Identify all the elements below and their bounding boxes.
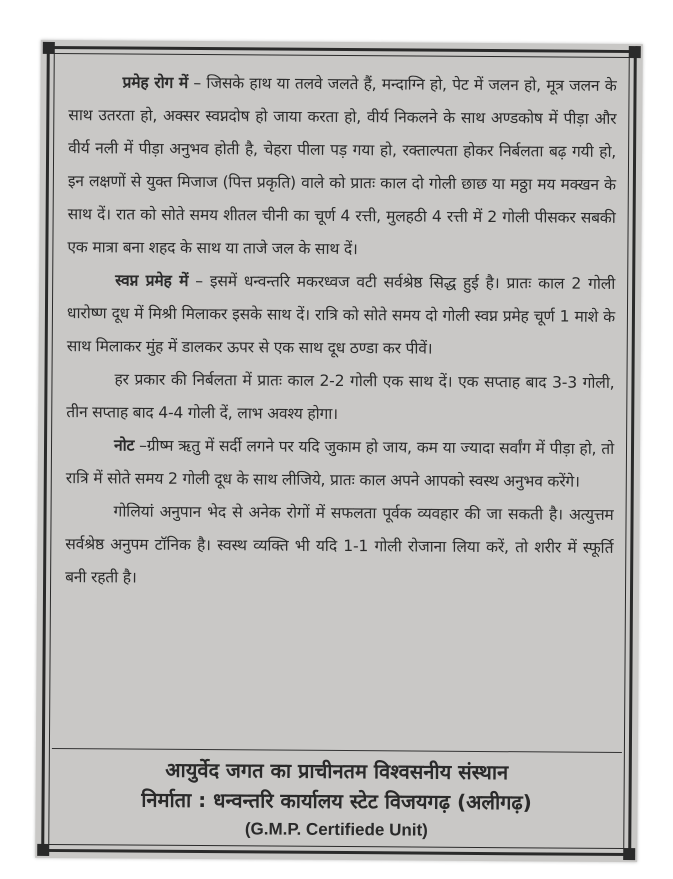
paragraph-lead: नोट xyxy=(113,436,135,455)
instructions-text xyxy=(65,66,617,598)
paragraph-body: – इसमें धन्वन्तरि मकरध्वज वटी सर्वश्रेष्ठ सिद्ध हुई है। प्रातः काल 2 गोली धारोष्ण दूध में मिश्री मिलाकर इसके साथ दें। रात्रि को सोते समय दो गोली स्वप्न प्रमेह चूर्ण 1 माशे के साथ मिलाकर मुंह में डालकर ऊपर से एक साथ दूध ठण्डा कर पीवें। xyxy=(66,271,616,358)
paragraph-lead: प्रमेह रोग में xyxy=(122,73,189,92)
paragraph-body: – जिसके हाथ या तलवे जलते हैं, मन्दाग्नि हो, पेट में जलन हो, मूत्र जलन के साथ उतरता हो, अक्सर स्वप्नदोष हो जाया करता हो, वीर्य निकलने के साथ अण्डकोष में पीड़ा और वीर्य नली में पीड़ा अनुभव होती है, चेहरा पीला पड़ गया हो, रक्ताल्पता होकर निर्बलता बढ़ गयी हो, इन लक्षणों से युक्त मिजाज (पित्त प्रकृति) वाले को प्रातः काल दो गोली छाछ या मठ्ठा मय मक्खन के साथ दें। रात को सोते समय शीतल चीनी का चूर्ण 4 रत्ती, मुलहठी 4 रत्ती में 2 गोली पीसकर सबकी एक मात्रा बना शहद के साथ या ताजे जल के साथ दें। xyxy=(67,73,617,259)
paragraph-weakness xyxy=(66,363,614,433)
corner-ornament xyxy=(37,844,49,856)
corner-ornament xyxy=(629,46,641,58)
manufacturer-footer xyxy=(51,752,622,846)
corner-ornament xyxy=(43,42,55,54)
paragraph-prameh xyxy=(67,66,616,268)
paragraph-body: –ग्रीष्म ऋतु में सर्दी लगने पर यदि जुकाम हो जाय, कम या ज्यादा सर्वांग में पीड़ा हो, तो रात्रि में सोते समय 2 गोली दूध के साथ लीजिये, प्रातः काल अपने आपको स्वस्थ अनुभव करेंगे। xyxy=(65,436,615,491)
paragraph-swapna-prameh xyxy=(67,264,616,367)
paragraph-lead: स्वप्न प्रमेह में xyxy=(115,271,189,290)
paragraph-body: गोलियां अनुपान भेद से अनेक रोगों में सफलता पूर्वक व्यवहार की जा सकती है। अत्युत्तम सर्वश्रेष्ठ अनुपम टॉनिक है। स्वस्थ व्यक्ति भी यदि 1-1 गोली रोजाना लिया करें, तो शरीर में स्फूर्ति बनी रहती है। xyxy=(65,502,614,587)
paragraph-usage xyxy=(65,495,614,598)
certification-line: (G.M.P. Certifiede Unit) xyxy=(244,819,428,840)
paragraph-body: हर प्रकार की निर्बलता में प्रातः काल 2-2 गोली एक साथ दें। एक सप्ताह बाद 3-3 गोली, तीन सप्ताह बाद 4-4 गोली दें, लाभ अवश्य होगा। xyxy=(66,370,615,423)
manufacturer-line: निर्माता : धन्वन्तरि कार्यालय स्टेट विजयगढ़ (अलीगढ़) xyxy=(141,787,532,815)
corner-ornament xyxy=(623,848,635,860)
paragraph-note xyxy=(66,429,614,499)
institute-tagline: आयुर्वेद जगत का प्राचीनतम विश्वसनीय संस्थान xyxy=(165,757,509,785)
leaflet-sheet xyxy=(35,40,643,862)
